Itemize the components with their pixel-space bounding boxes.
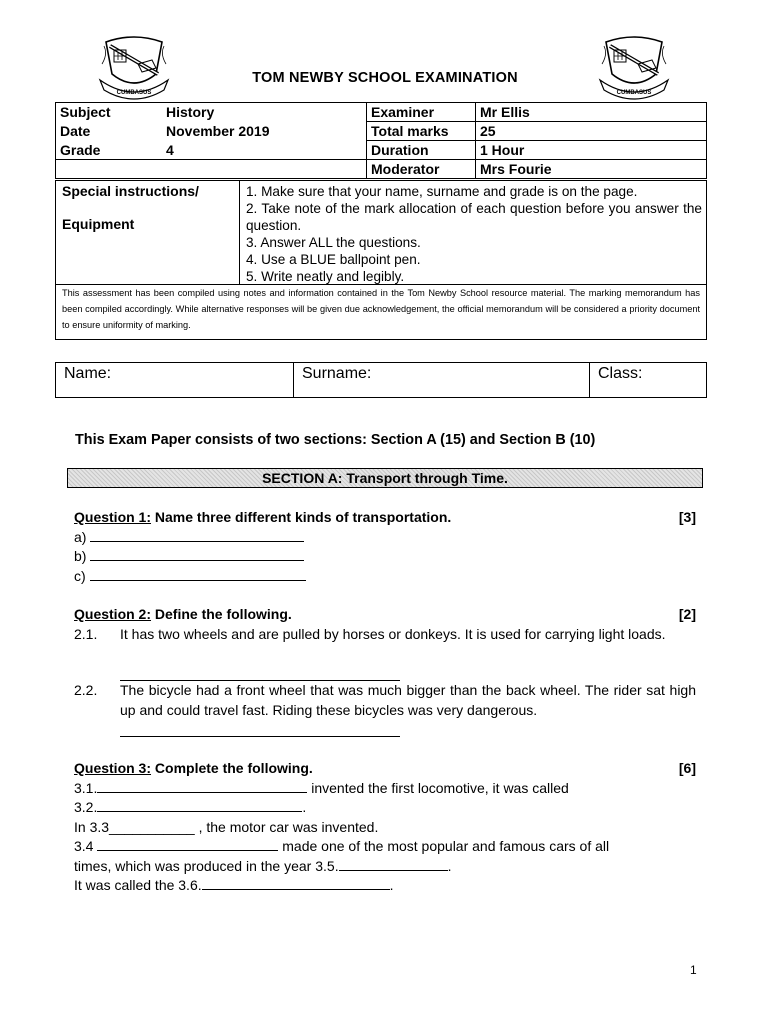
question-1-label: Question 1: (74, 509, 152, 525)
total-marks-label: Total marks (367, 122, 476, 141)
fill-line-3-5: times, which was produced in the year 3.5. . (74, 857, 452, 874)
blank-3-1[interactable] (97, 779, 307, 793)
question-3 (74, 759, 696, 899)
blank-3-4[interactable] (97, 837, 278, 851)
subject-label: Subject (56, 103, 163, 122)
grade-label: Grade (56, 141, 163, 160)
crest-ribbon-text: CUMBASUS (116, 90, 152, 96)
crest-ribbon-text: CUMBASUS (616, 90, 652, 96)
question-2-2-text: The bicycle had a front wheel that was much bigger than the back wheel. The rider sat high up and could travel fast. Riding these bicycles was very dangerous. (120, 682, 696, 718)
blank-3-5[interactable] (339, 857, 448, 871)
date-value: November 2019 (162, 122, 367, 141)
equipment-label: Equipment (62, 216, 135, 232)
answer-line-c[interactable] (74, 567, 696, 587)
date-label: Date (56, 122, 163, 141)
question-2-heading (74, 605, 696, 625)
surname-field[interactable]: Surname: (293, 363, 589, 397)
option-label: b) (74, 548, 87, 564)
fill-line-3-1: 3.1. invented the first locomotive, it was called (74, 779, 569, 796)
question-3-text: Complete the following. (151, 760, 313, 776)
instruction-item: 1. Make sure that your name, surname and grade is on the page. (246, 184, 638, 199)
question-3-label: Question 3: (74, 760, 152, 776)
instructions-label-cell (56, 181, 240, 285)
examiner-label: Examiner (367, 103, 476, 122)
answer-line-b[interactable] (74, 547, 696, 567)
school-crest-right (596, 34, 672, 100)
item-number: 2.2. (74, 682, 98, 698)
exam-title: TOM NEWBY SCHOOL EXAMINATION (252, 70, 518, 86)
instruction-item: 2. Take note of the mark allocation of each question before you answer the question. (246, 201, 702, 233)
section-a-heading: SECTION A: Transport through Time. (67, 468, 703, 488)
fill-line-3-4: 3.4 made one of the most popular and famous cars of all (74, 838, 610, 854)
examiner-value: Mr Ellis (476, 103, 707, 122)
name-field[interactable]: Name: (64, 365, 112, 382)
blank-3-2[interactable] (97, 798, 302, 812)
subject-value: History (162, 103, 367, 122)
question-2-1-text: It has two wheels and are pulled by horses or donkeys. It is used for carrying light loads. (120, 626, 666, 642)
question-1 (74, 508, 696, 588)
class-field[interactable]: Class: (589, 363, 706, 397)
empty-cell (162, 160, 367, 179)
question-2 (74, 605, 696, 755)
instruction-item: 3. Answer ALL the questions. (246, 235, 421, 250)
question-2-label: Question 2: (74, 606, 152, 622)
duration-value: 1 Hour (476, 141, 707, 160)
school-crest-left (96, 34, 172, 100)
instruction-item: 4. Use a BLUE ballpoint pen. (246, 252, 421, 267)
duration-label: Duration (367, 141, 476, 160)
question-3-marks: [6] (678, 760, 696, 776)
empty-cell (56, 160, 163, 179)
blank-3-6[interactable] (202, 876, 390, 890)
question-2-text: Define the following. (151, 606, 292, 622)
student-details-box (55, 362, 707, 398)
assessment-note: This assessment has been compiled using notes and information contained in the Tom Newby School resource material. The marking memorandum has been compiled accordingly. While alternative responses will be given due acknowledgement, the official memorandum will be considered a priority document to ensure uniformity of marking. (55, 284, 707, 340)
moderator-label: Moderator (367, 160, 476, 179)
total-marks-value: 25 (476, 122, 707, 141)
fill-line-3-2: 3.2. . (74, 799, 307, 815)
option-label: c) (74, 567, 86, 584)
exam-info-table (55, 102, 707, 179)
fill-line-3-3: In 3.3___________ , the motor car was invented. (74, 818, 379, 835)
paper-overview: This Exam Paper consists of two sections: Section A (15) and Section B (10) (75, 432, 596, 448)
question-2-marks: [2] (678, 606, 696, 622)
special-instructions-box (55, 180, 707, 284)
fill-line-3-6: It was called the 3.6. . (74, 877, 394, 893)
instructions-label: Special instructions/ (62, 183, 199, 199)
instructions-list (246, 183, 702, 285)
blank-3-3[interactable]: ___________ (109, 818, 195, 835)
answer-line-2-1[interactable] (120, 667, 400, 681)
answer-line-2-2[interactable] (120, 723, 400, 737)
option-label: a) (74, 528, 87, 545)
page-number: 1 (690, 963, 697, 977)
grade-value: 4 (162, 141, 367, 160)
question-1-text: Name three different kinds of transportation. (151, 509, 452, 525)
moderator-value: Mrs Fourie (476, 160, 707, 179)
answer-line-a[interactable] (74, 528, 696, 548)
instruction-item: 5. Write neatly and legibly. (246, 269, 405, 284)
item-number: 2.1. (74, 626, 98, 642)
question-3-heading (74, 759, 696, 779)
question-1-marks: [3] (678, 509, 696, 525)
question-1-heading (74, 508, 696, 528)
